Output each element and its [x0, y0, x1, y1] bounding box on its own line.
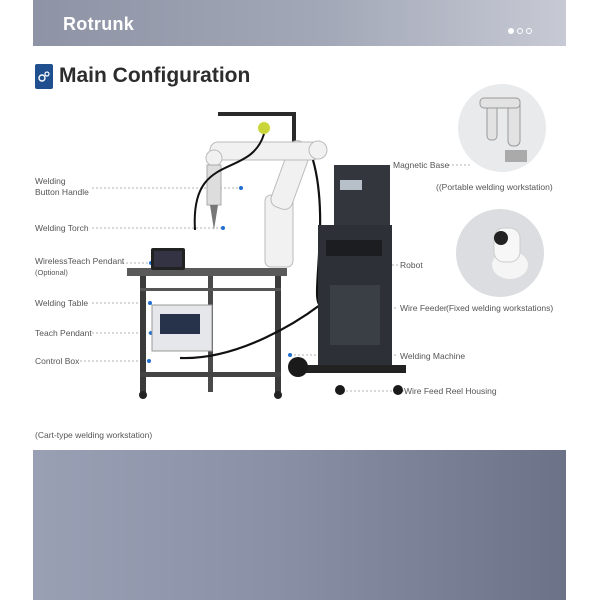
- caption-portable: ((Portable welding workstation): [436, 182, 553, 192]
- label-teach-pendant: Teach Pendant: [35, 328, 92, 338]
- label-control-box: Control Box: [35, 356, 80, 366]
- label-wire-feed-reel-housing: Wire Feed Reel Housing: [404, 386, 497, 396]
- bottom-banner: [33, 450, 566, 600]
- brand-name: Rotrunk: [63, 14, 135, 34]
- label-welding-button-handle: Welding Button Handle: [35, 176, 89, 197]
- label-robot: Robot: [400, 260, 423, 270]
- label-wire-feeder: Wire Feeder: [400, 303, 447, 313]
- label-welding-machine: Welding Machine: [400, 351, 466, 361]
- label-welding-table: Welding Table: [35, 298, 89, 308]
- label-optional: (Optional): [35, 268, 68, 277]
- caption-fixed: (Fixed welding workstations): [446, 303, 554, 313]
- label-welding-torch: Welding Torch: [35, 223, 89, 233]
- section-title: Main Configuration: [59, 64, 251, 87]
- caption-cart: (Cart-type welding workstation): [35, 430, 153, 440]
- label-magnetic-base: Magnetic Base: [393, 160, 450, 170]
- label-wireless-teach-pendant: WirelessTeach Pendant: [35, 256, 125, 266]
